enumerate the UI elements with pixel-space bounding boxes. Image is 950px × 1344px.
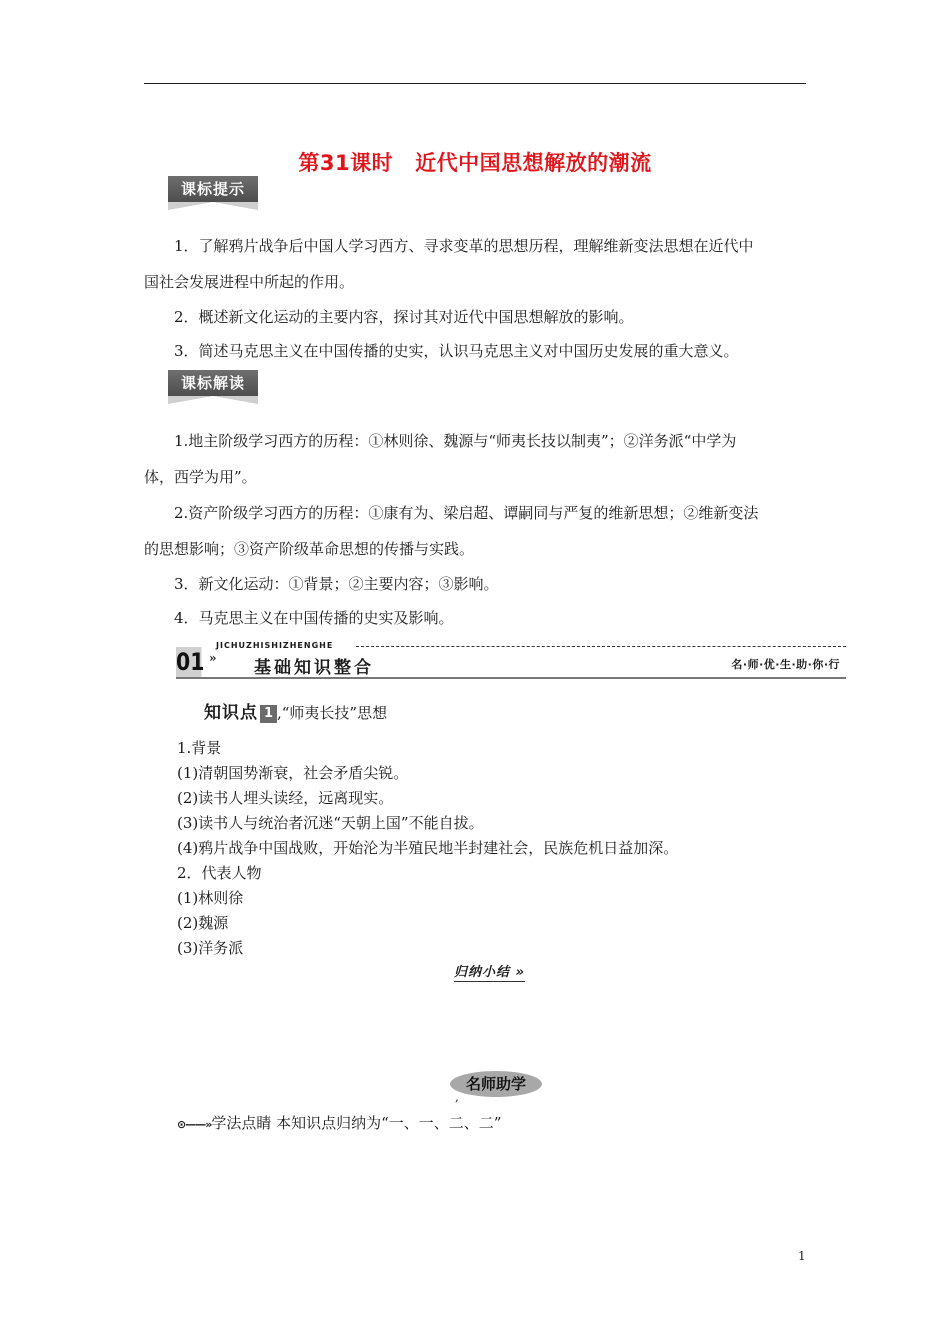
stray-comma: ,	[455, 1090, 459, 1104]
target-arrow-icon: ⊙——»	[177, 1118, 212, 1131]
tip-text: 学法点睛 本知识点归纳为“一、一、二、二”	[211, 1114, 502, 1132]
module-title: 基础知识整合	[254, 658, 374, 678]
knowledge-point-label: 知识点	[204, 703, 258, 723]
section-tag-standards: 课标提示	[168, 176, 258, 202]
standard-item-1-cont: 国社会发展进程中所起的作用。	[144, 273, 355, 291]
standard-item-1: 1．了解鸦片战争后中国人学习西方、寻求变革的思想历程，理解维新变法思想在近代中	[174, 237, 754, 255]
list-item: (3)读书人与统治者沉迷“天朝上国”不能自拔。	[177, 814, 484, 832]
dashed-divider	[356, 646, 846, 647]
header-rule	[144, 83, 806, 84]
module-header	[176, 641, 846, 679]
standard-item-3: 3．简述马克思主义在中国传播的史实，认识马克思主义对中国历史发展的重大意义。	[174, 342, 739, 360]
interpretation-item-3: 3．新文化运动：①背景；②主要内容；③影响。	[174, 575, 499, 593]
summary-link[interactable]: 归纳小结 »	[454, 961, 525, 982]
standard-item-2: 2．概述新文化运动的主要内容，探讨其对近代中国思想解放的影响。	[174, 308, 634, 326]
interpretation-list	[144, 423, 808, 635]
list-item: (2)读书人埋头读经，远离现实。	[177, 789, 394, 807]
list-item: 1.背景	[177, 739, 222, 757]
page-title	[0, 147, 950, 177]
interpretation-item-2: 2.资产阶级学习西方的历程：①康有为、梁启超、谭嗣同与严复的维新思想；②维新变法	[174, 504, 759, 522]
double-chevron-icon: »	[209, 651, 217, 665]
content-list	[177, 736, 678, 961]
list-item: (1)清朝国势渐衰，社会矛盾尖锐。	[177, 764, 409, 782]
knowledge-point-number: 1	[260, 705, 277, 723]
mentor-badge: 名师助学	[450, 1071, 542, 1097]
interpretation-item-2-cont: 的思想影响；③资产阶级革命思想的传播与实践。	[144, 540, 475, 558]
list-item: (3)洋务派	[177, 939, 244, 957]
list-item: (1)林则徐	[177, 889, 244, 907]
standards-list	[144, 228, 808, 368]
list-item: 2．代表人物	[177, 864, 262, 882]
study-tip	[177, 1112, 501, 1133]
module-rule	[176, 677, 846, 679]
module-pinyin: JICHUZHISHIZHENGHE	[216, 641, 334, 650]
module-motto: 名·师·优·生·助·你·行	[731, 658, 840, 671]
knowledge-point-heading	[204, 698, 387, 723]
module-number: 01	[176, 648, 205, 676]
lesson-number: 第31课时	[298, 151, 394, 175]
list-item: (2)魏源	[177, 914, 229, 932]
interpretation-item-1: 1.地主阶级学习西方的历程：①林则徐、魏源与“师夷长技以制夷”；②洋务派“中学为	[174, 432, 737, 450]
knowledge-point-title: ,“师夷长技”思想	[277, 704, 388, 722]
section-tag-interpretation: 课标解读	[168, 370, 258, 396]
interpretation-item-1-cont: 体，西学为用”。	[144, 468, 257, 486]
lesson-name: 近代中国思想解放的潮流	[415, 151, 652, 175]
page-number: 1	[798, 1249, 806, 1263]
interpretation-item-4: 4．马克思主义在中国传播的史实及影响。	[174, 609, 454, 627]
list-item: (4)鸦片战争中国战败，开始沦为半殖民地半封建社会，民族危机日益加深。	[177, 839, 679, 857]
